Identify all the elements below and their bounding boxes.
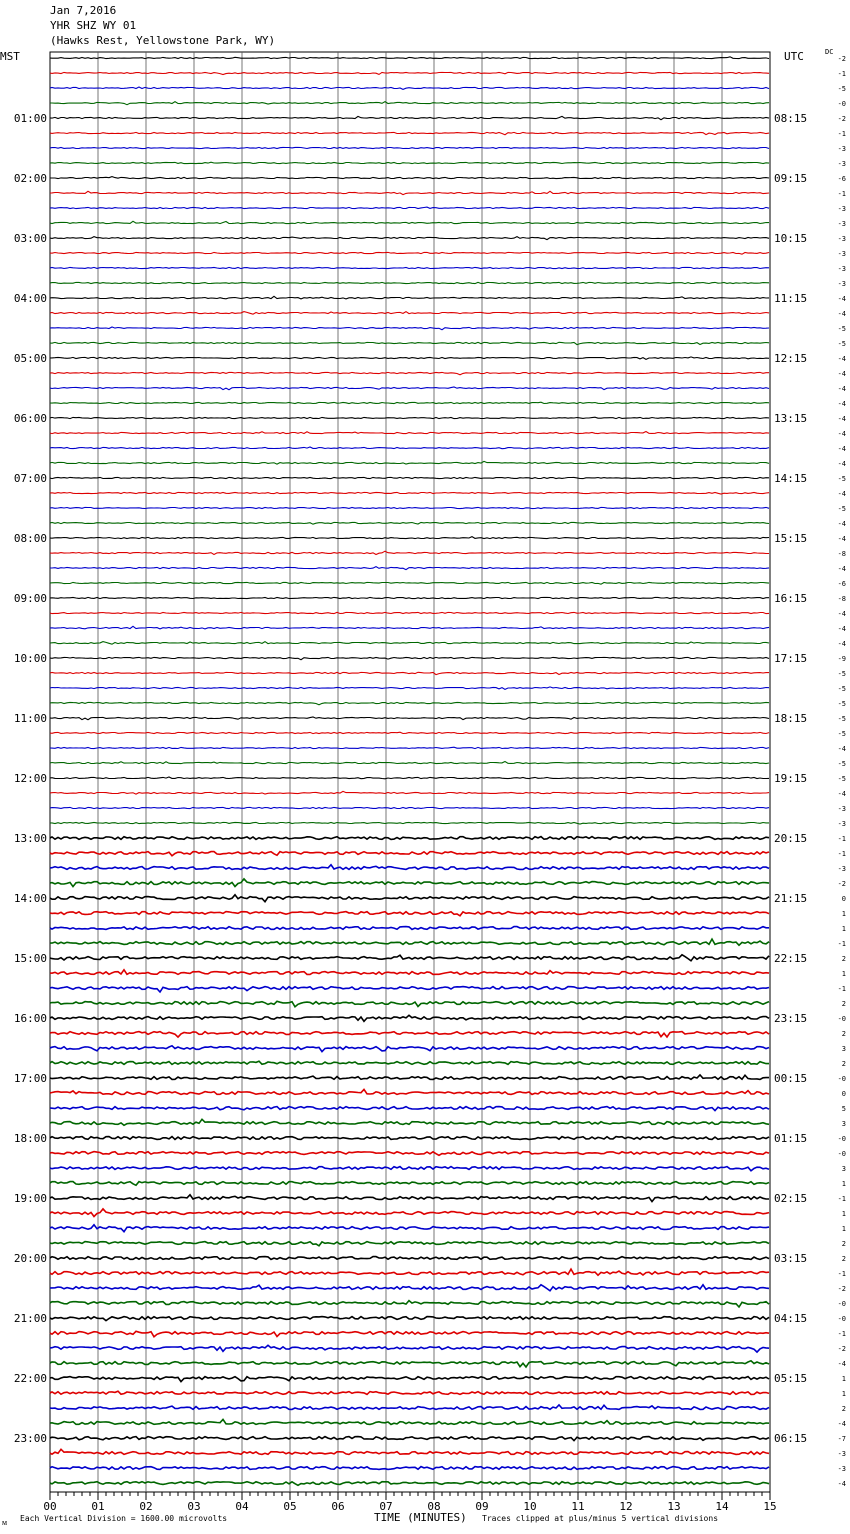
seismic-trace: [50, 1269, 769, 1275]
seismic-trace: [50, 537, 769, 539]
seismic-trace: [50, 927, 769, 930]
seismic-trace: [50, 207, 769, 209]
seismic-trace: [50, 237, 769, 240]
dc-offset-label: -1: [837, 1270, 846, 1278]
seismic-trace: [50, 132, 769, 134]
left-hour-label: 17:00: [13, 1072, 47, 1085]
dc-offset-label: 1: [841, 1225, 846, 1233]
seismic-trace: [50, 672, 769, 674]
seismic-trace: [50, 597, 769, 598]
seismic-trace: [50, 1195, 769, 1202]
dc-offset-label: -3: [837, 265, 846, 273]
seismic-trace: [50, 147, 769, 148]
dc-offset-label: -3: [837, 145, 846, 153]
dc-offset-label: -5: [837, 730, 846, 738]
left-hour-label: 16:00: [13, 1012, 47, 1025]
dc-offset-label: 3: [841, 1165, 846, 1173]
seismic-trace: [50, 417, 769, 418]
seismic-trace: [50, 507, 769, 508]
station-location: (Hawks Rest, Yellowstone Park, WY): [50, 34, 276, 47]
dc-offset-label: -0: [837, 1300, 846, 1308]
dc-offset-label: -3: [837, 280, 846, 288]
seismic-trace: [50, 865, 769, 870]
right-hour-label: 10:15: [774, 232, 808, 245]
dc-offset-label: -1: [837, 940, 846, 948]
right-timezone-label: UTC: [784, 50, 804, 63]
x-tick-label: 02: [139, 1500, 153, 1513]
left-hour-label: 04:00: [13, 292, 47, 305]
dc-offset-label: -0: [837, 1075, 846, 1083]
seismic-trace: [50, 522, 769, 524]
right-hour-label: 20:15: [774, 832, 808, 845]
dc-offset-label: -4: [837, 1420, 846, 1428]
station-code: YHR SHZ WY 01: [50, 19, 137, 32]
seismic-trace: [50, 551, 769, 554]
right-hour-label: 06:15: [774, 1432, 808, 1445]
dc-offset-label: -5: [837, 670, 846, 678]
left-hour-label: 22:00: [13, 1372, 47, 1385]
seismic-trace: [50, 626, 769, 629]
seismic-trace: [50, 72, 769, 74]
seismic-trace: [50, 1391, 769, 1394]
recording-date: Jan 7,2016: [50, 4, 117, 17]
right-hour-label: 16:15: [774, 592, 808, 605]
dc-offset-label: -3: [837, 220, 846, 228]
dc-column-label: DC: [825, 48, 834, 56]
left-hour-label: 14:00: [13, 892, 47, 905]
dc-offset-label: -3: [837, 235, 846, 243]
x-tick-label: 05: [283, 1500, 297, 1513]
dc-offset-label: -2: [837, 1345, 846, 1353]
seismic-trace: [50, 1467, 769, 1470]
seismic-trace: [50, 1046, 769, 1052]
seismic-trace: [50, 1405, 769, 1410]
dc-offset-label: 3: [841, 1045, 846, 1053]
right-hour-label: 22:15: [774, 952, 808, 965]
seismic-trace: [50, 895, 769, 902]
dc-offset-label: -5: [837, 715, 846, 723]
dc-offset-label: 2: [841, 1255, 846, 1263]
dc-offset-label: -1: [837, 1330, 846, 1338]
dc-offset-label: -5: [837, 775, 846, 783]
dc-offset-label: -0: [837, 100, 846, 108]
dc-offset-label: -2: [837, 55, 846, 63]
dc-offset-label: -9: [837, 655, 846, 663]
dc-offset-label: 1: [841, 1375, 846, 1383]
seismic-trace: [50, 1482, 769, 1486]
left-hour-label: 05:00: [13, 352, 47, 365]
right-hour-label: 11:15: [774, 292, 808, 305]
dc-offset-label: -5: [837, 325, 846, 333]
dc-offset-label: 5: [841, 1105, 846, 1113]
x-tick-label: 10: [523, 1500, 537, 1513]
seismic-trace: [50, 762, 769, 764]
dc-offset-label: -1: [837, 1195, 846, 1203]
left-hour-label: 06:00: [13, 412, 47, 425]
left-hour-label: 15:00: [13, 952, 47, 965]
seismic-trace: [50, 1075, 769, 1080]
dc-offset-label: 0: [841, 895, 846, 903]
dc-offset-label: -4: [837, 745, 846, 753]
seismic-trace: [50, 1107, 769, 1111]
seismic-trace: [50, 657, 769, 659]
dc-offset-label: -7: [837, 1435, 846, 1443]
seismic-trace: [50, 402, 769, 403]
x-tick-label: 00: [43, 1500, 57, 1513]
seismic-trace: [50, 642, 769, 645]
dc-offset-label: -2: [837, 1285, 846, 1293]
dc-offset-label: -3: [837, 865, 846, 873]
seismic-trace: [50, 970, 769, 975]
seismic-trace: [50, 252, 769, 254]
seismic-trace: [50, 102, 769, 105]
seismic-trace: [50, 1419, 769, 1424]
seismic-trace: [50, 1285, 769, 1291]
dc-offset-label: -5: [837, 700, 846, 708]
right-hour-label: 18:15: [774, 712, 808, 725]
dc-offset-label: -4: [837, 1360, 846, 1368]
x-tick-label: 03: [187, 1500, 201, 1513]
dc-offset-label: 2: [841, 1030, 846, 1038]
dc-offset-label: 1: [841, 970, 846, 978]
dc-offset-label: -3: [837, 160, 846, 168]
seismic-trace: [50, 162, 769, 163]
dc-offset-label: -3: [837, 805, 846, 813]
seismic-trace: [50, 87, 769, 89]
left-hour-label: 20:00: [13, 1252, 47, 1265]
dc-offset-label: -5: [837, 760, 846, 768]
dc-offset-label: -3: [837, 205, 846, 213]
seismic-trace: [50, 879, 769, 887]
scale-note: Each Vertical Division = 1600.00 microvolts: [20, 1514, 228, 1523]
seismic-trace: [50, 1225, 769, 1232]
seismic-trace: [50, 477, 769, 478]
seismic-trace: [50, 1209, 769, 1217]
corner-mark: ᴍ: [2, 1518, 8, 1527]
dc-offset-label: -8: [837, 595, 846, 603]
x-tick-label: 08: [427, 1500, 441, 1513]
seismic-trace: [50, 1032, 769, 1038]
dc-offset-label: -3: [837, 1465, 846, 1473]
seismic-trace: [50, 116, 769, 119]
left-hour-label: 21:00: [13, 1312, 47, 1325]
dc-offset-label: -3: [837, 1450, 846, 1458]
seismic-trace: [50, 702, 769, 704]
seismic-trace: [50, 912, 769, 916]
dc-offset-label: -0: [837, 1135, 846, 1143]
left-hour-label: 13:00: [13, 832, 47, 845]
dc-offset-label: -4: [837, 445, 846, 453]
dc-offset-label: -4: [837, 490, 846, 498]
left-hour-label: 08:00: [13, 532, 47, 545]
dc-offset-label: -4: [837, 385, 846, 393]
seismic-trace: [50, 612, 769, 613]
dc-offset-label: -4: [837, 355, 846, 363]
right-hour-label: 17:15: [774, 652, 808, 665]
x-tick-label: 11: [571, 1500, 585, 1513]
seismic-trace: [50, 387, 769, 390]
seismic-trace: [50, 221, 769, 223]
seismic-trace: [50, 582, 769, 584]
seismic-trace: [50, 567, 769, 570]
dc-offset-label: 1: [841, 910, 846, 918]
seismic-trace: [50, 1182, 769, 1186]
dc-offset-label: -6: [837, 175, 846, 183]
left-hour-label: 01:00: [13, 112, 47, 125]
seismic-trace: [50, 327, 769, 330]
seismic-trace: [50, 1089, 769, 1094]
seismic-trace: [50, 1377, 769, 1382]
dc-offset-label: -1: [837, 850, 846, 858]
dc-offset-label: -8: [837, 550, 846, 558]
x-tick-label: 09: [475, 1500, 489, 1513]
dc-offset-label: -2: [837, 880, 846, 888]
dc-offset-label: 3: [841, 1120, 846, 1128]
x-tick-label: 04: [235, 1500, 249, 1513]
dc-offset-label: 2: [841, 1000, 846, 1008]
dc-offset-label: -3: [837, 250, 846, 258]
seismic-trace: [50, 461, 769, 464]
seismic-trace: [50, 372, 769, 374]
x-tick-label: 14: [715, 1500, 729, 1513]
seismic-trace: [50, 282, 769, 283]
seismic-trace: [50, 191, 769, 194]
right-hour-label: 21:15: [774, 892, 808, 905]
right-hour-label: 04:15: [774, 1312, 808, 1325]
dc-offset-label: 2: [841, 955, 846, 963]
seismic-trace: [50, 1301, 769, 1307]
right-hour-label: 08:15: [774, 112, 808, 125]
x-tick-label: 07: [379, 1500, 393, 1513]
dc-offset-label: -6: [837, 580, 846, 588]
dc-offset-label: -4: [837, 370, 846, 378]
dc-offset-label: -5: [837, 85, 846, 93]
dc-offset-label: 1: [841, 1180, 846, 1188]
right-hour-label: 12:15: [774, 352, 808, 365]
dc-offset-label: -4: [837, 415, 846, 423]
seismic-trace: [50, 296, 769, 299]
seismic-trace: [50, 447, 769, 449]
right-hour-label: 09:15: [774, 172, 808, 185]
right-hour-label: 01:15: [774, 1132, 808, 1145]
dc-offset-label: 0: [841, 1090, 846, 1098]
seismic-trace: [50, 1361, 769, 1367]
seismic-trace: [50, 1061, 769, 1064]
seismic-trace: [50, 357, 769, 360]
seismic-trace: [50, 1449, 769, 1454]
seismic-trace: [50, 1152, 769, 1156]
dc-offset-label: -4: [837, 520, 846, 528]
seismic-trace: [50, 1437, 769, 1441]
dc-offset-label: -4: [837, 460, 846, 468]
seismic-trace: [50, 987, 769, 992]
dc-offset-label: -1: [837, 985, 846, 993]
seismic-trace: [50, 1345, 769, 1352]
dc-offset-label: -1: [837, 130, 846, 138]
seismic-trace: [50, 432, 769, 434]
seismic-trace: [50, 852, 769, 856]
seismic-trace: [50, 939, 769, 945]
dc-offset-label: -5: [837, 475, 846, 483]
right-hour-label: 13:15: [774, 412, 808, 425]
left-hour-label: 02:00: [13, 172, 47, 185]
seismic-trace: [50, 717, 769, 720]
dc-offset-label: -5: [837, 340, 846, 348]
dc-offset-label: -2: [837, 115, 846, 123]
dc-offset-label: -3: [837, 820, 846, 828]
right-hour-label: 15:15: [774, 532, 808, 545]
right-hour-label: 02:15: [774, 1192, 808, 1205]
dc-offset-label: -4: [837, 640, 846, 648]
dc-offset-label: -4: [837, 295, 846, 303]
dc-offset-label: -4: [837, 1480, 846, 1488]
seismic-trace: [50, 492, 769, 494]
right-hour-label: 03:15: [774, 1252, 808, 1265]
clip-note: Traces clipped at plus/minus 5 vertical divisions: [482, 1514, 719, 1523]
seismic-trace: [50, 822, 769, 824]
seismic-trace: [50, 732, 769, 733]
dc-offset-label: -4: [837, 430, 846, 438]
seismic-trace: [50, 837, 769, 840]
seismic-trace: [50, 1001, 769, 1007]
seismic-trace: [50, 777, 769, 779]
dc-offset-label: -0: [837, 1015, 846, 1023]
left-hour-label: 11:00: [13, 712, 47, 725]
right-hour-label: 19:15: [774, 772, 808, 785]
seismic-trace: [50, 1331, 769, 1337]
seismic-trace: [50, 177, 769, 179]
seismic-trace: [50, 1317, 769, 1321]
seismic-trace: [50, 312, 769, 315]
x-tick-label: 01: [91, 1500, 105, 1513]
seismic-trace: [50, 687, 769, 690]
dc-offset-label: -4: [837, 625, 846, 633]
seismic-trace: [50, 747, 769, 748]
x-tick-label: 06: [331, 1500, 345, 1513]
x-tick-label: 13: [667, 1500, 681, 1513]
dc-offset-label: -4: [837, 400, 846, 408]
seismic-trace: [50, 267, 769, 268]
left-hour-label: 09:00: [13, 592, 47, 605]
x-tick-label: 12: [619, 1500, 633, 1513]
left-hour-label: 19:00: [13, 1192, 47, 1205]
left-timezone-label: MST: [0, 50, 20, 63]
left-hour-label: 07:00: [13, 472, 47, 485]
seismic-trace: [50, 1257, 769, 1260]
dc-offset-label: -4: [837, 610, 846, 618]
seismic-trace: [50, 1119, 769, 1125]
right-hour-label: 23:15: [774, 1012, 808, 1025]
dc-offset-label: -4: [837, 310, 846, 318]
dc-offset-label: -4: [837, 565, 846, 573]
right-hour-label: 00:15: [774, 1072, 808, 1085]
left-hour-label: 10:00: [13, 652, 47, 665]
seismic-trace: [50, 1167, 769, 1171]
x-tick-label: 15: [763, 1500, 777, 1513]
seismic-trace: [50, 807, 769, 808]
left-hour-label: 03:00: [13, 232, 47, 245]
dc-offset-label: 2: [841, 1060, 846, 1068]
dc-offset-label: -1: [837, 70, 846, 78]
seismic-trace: [50, 1137, 769, 1140]
dc-offset-label: -1: [837, 835, 846, 843]
right-hour-label: 14:15: [774, 472, 808, 485]
seismic-trace: [50, 1015, 769, 1021]
right-hour-label: 05:15: [774, 1372, 808, 1385]
seismic-trace: [50, 342, 769, 344]
seismic-trace: [50, 955, 769, 961]
dc-offset-label: -1: [837, 190, 846, 198]
left-hour-label: 18:00: [13, 1132, 47, 1145]
dc-offset-label: 1: [841, 1210, 846, 1218]
left-hour-label: 12:00: [13, 772, 47, 785]
seismic-trace: [50, 791, 769, 794]
dc-offset-label: 2: [841, 1240, 846, 1248]
seismic-trace: [50, 1242, 769, 1246]
dc-offset-label: 2: [841, 1405, 846, 1413]
dc-offset-label: -5: [837, 685, 846, 693]
dc-offset-label: -4: [837, 535, 846, 543]
dc-offset-label: -5: [837, 505, 846, 513]
dc-offset-label: -0: [837, 1315, 846, 1323]
x-axis-title: TIME (MINUTES): [374, 1511, 467, 1524]
dc-offset-label: -4: [837, 790, 846, 798]
dc-offset-label: 1: [841, 1390, 846, 1398]
seismic-trace: [50, 57, 769, 59]
dc-offset-label: 1: [841, 925, 846, 933]
dc-offset-label: -0: [837, 1150, 846, 1158]
left-hour-label: 23:00: [13, 1432, 47, 1445]
